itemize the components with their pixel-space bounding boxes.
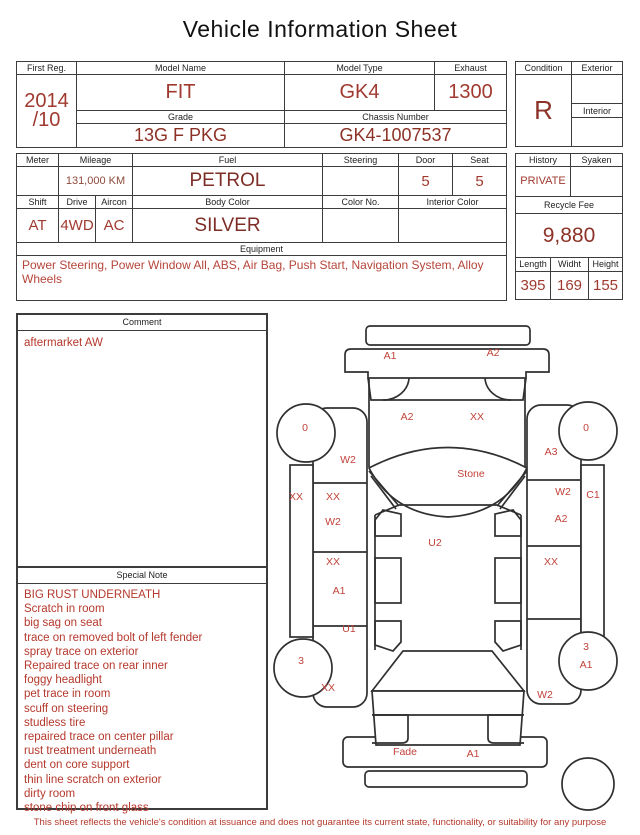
comment-header: Comment (18, 315, 266, 331)
diagram-label-0: 0 (583, 422, 589, 434)
interior-header: Interior (572, 104, 623, 117)
special-note-item: big sag on seat (24, 617, 103, 630)
special-note-list (18, 584, 266, 815)
exterior-header: Exterior (572, 62, 623, 75)
grade-value: 13G F PKG (77, 124, 285, 148)
history-value: PRIVATE (516, 167, 571, 196)
special-note-item: pet trace in room (24, 688, 111, 701)
comment-text: aftermarket AW (24, 337, 103, 349)
special-note-item: repaired trace on center pillar (24, 731, 174, 744)
mileage-value: 131,000 KM (59, 167, 133, 196)
exterior-value (572, 75, 623, 104)
special-note-item: stone chip on front glass (24, 802, 149, 815)
special-note-item: thin line scratch on exterior (24, 773, 162, 786)
first-reg-year: 2014 (24, 90, 69, 112)
syaken-header: Syaken (571, 154, 623, 167)
page-title: Vehicle Information Sheet (182, 16, 458, 42)
condition-header: Condition (516, 62, 572, 75)
diagram-label-u2: U2 (428, 537, 442, 549)
steering-value (323, 167, 399, 196)
diagram-label-a1: A1 (466, 748, 480, 760)
interior-value (572, 117, 623, 146)
chassis-number-header: Chassis Number (285, 111, 507, 124)
height-value: 155 (589, 271, 623, 299)
chassis-number-value: GK4-1007537 (285, 124, 507, 148)
spec-table (16, 153, 506, 300)
diagram-label-w2: W2 (325, 516, 341, 528)
diagram-label-a1: A1 (383, 350, 397, 362)
diagram-label-u1: U1 (342, 623, 356, 635)
color-no-value (323, 209, 399, 243)
recycle-fee-header: Recycle Fee (516, 196, 623, 213)
width-header: Widht (551, 258, 589, 271)
diagram-label-w2: W2 (537, 689, 553, 701)
fuel-header: Fuel (133, 154, 323, 167)
fuel-value: PETROL (133, 167, 323, 196)
special-note-item: studless tire (24, 716, 86, 729)
special-note-box (16, 566, 268, 815)
width-value: 169 (551, 271, 589, 299)
body-color-value: SILVER (133, 209, 323, 243)
special-note-item: spray trace on exterior (24, 645, 139, 658)
diagram-label-fade: Fade (393, 746, 417, 758)
diagram-label-xx: XX (325, 491, 341, 503)
interior-color-header: Interior Color (399, 196, 507, 209)
grade-header: Grade (77, 111, 285, 124)
model-type-value: GK4 (285, 75, 435, 111)
model-type-header: Model Type (285, 62, 435, 75)
body-color-header: Body Color (133, 196, 323, 209)
meter-value (17, 167, 59, 196)
diagram-label-xx: XX (320, 682, 336, 694)
shift-value: AT (17, 209, 59, 243)
diagram-label-xx: XX (325, 556, 341, 568)
aircon-value: AC (96, 209, 133, 243)
length-header: Length (516, 258, 551, 271)
steering-header: Steering (323, 154, 399, 167)
recycle-fee-value: 9,880 (516, 213, 623, 258)
drive-header: Drive (59, 196, 96, 209)
door-value: 5 (399, 167, 453, 196)
color-no-header: Color No. (323, 196, 399, 209)
drive-value: 4WD (59, 209, 96, 243)
special-note-item: scuff on steering (24, 702, 109, 715)
special-note-item: trace on removed bolt of left fender (24, 631, 203, 644)
diagram-label-a2: A2 (486, 347, 500, 359)
model-name-header: Model Name (77, 62, 285, 75)
front-section (345, 326, 549, 467)
first-reg-value (17, 75, 77, 148)
diagram-label-c1: C1 (586, 489, 600, 501)
diagram-label-xx: XX (288, 491, 304, 503)
special-note-item: foggy headlight (24, 674, 103, 687)
special-note-item: dent on core support (24, 759, 130, 772)
diagram-label-0: 0 (302, 422, 308, 434)
diagram-label-a2: A2 (400, 411, 414, 423)
diagram-label-stone: Stone (457, 468, 485, 480)
footer-disclaimer: This sheet reflects the vehicle's condition at issuance and does not guarantee its current state, functionality, or suitability for any purpose (33, 817, 607, 828)
first-reg-month: /10 (32, 109, 61, 131)
exhaust-header: Exhaust (435, 62, 507, 75)
special-note-item: Scratch in room (24, 603, 105, 616)
history-header: History (516, 154, 571, 167)
diagram-label-a1: A1 (332, 585, 346, 597)
diagram-label-a2: A2 (554, 513, 568, 525)
comment-box (16, 313, 268, 566)
condition-table (515, 61, 622, 147)
meter-header: Meter (17, 154, 59, 167)
syaken-value (571, 167, 623, 196)
special-note-item: BIG RUST UNDERNEATH (24, 589, 161, 601)
diagram-label-3: 3 (583, 641, 589, 653)
diagram-label-3: 3 (298, 655, 304, 667)
right-side-view (527, 402, 617, 704)
diagram-label-w2: W2 (555, 486, 571, 498)
car-damage-diagram (270, 315, 640, 815)
aircon-header: Aircon (96, 196, 133, 209)
diagram-label-xx: XX (469, 411, 485, 423)
special-note-item: Repaired trace on rear inner (24, 660, 168, 673)
seat-value: 5 (453, 167, 507, 196)
door-header: Door (399, 154, 453, 167)
special-note-header: Special Note (18, 568, 266, 584)
first-reg-header: First Reg. (17, 62, 77, 75)
shift-header: Shift (17, 196, 59, 209)
diagram-label-a1: A1 (579, 659, 593, 671)
condition-value: R (516, 75, 572, 147)
history-table (515, 153, 622, 300)
equipment-value: Power Steering, Power Window All, ABS, Air Bag, Push Start, Navigation System, Alloy Wheels (17, 256, 507, 301)
diagram-label-a3: A3 (544, 446, 558, 458)
special-note-item: dirty room (24, 787, 76, 800)
length-value: 395 (516, 271, 551, 299)
model-name-value: FIT (77, 75, 285, 111)
interior-color-value (399, 209, 507, 243)
seat-header: Seat (453, 154, 507, 167)
diagram-label-xx: XX (543, 556, 559, 568)
left-side-view (274, 404, 367, 707)
equipment-header: Equipment (17, 243, 507, 256)
special-note-item: rust treatment underneath (24, 745, 157, 758)
diagram-label-w2: W2 (340, 454, 356, 466)
mileage-header: Mileage (59, 154, 133, 167)
spare-tire (562, 758, 614, 810)
model-info-table (16, 61, 506, 147)
exhaust-value: 1300 (435, 75, 507, 111)
height-header: Height (589, 258, 623, 271)
roof-section (369, 448, 527, 652)
